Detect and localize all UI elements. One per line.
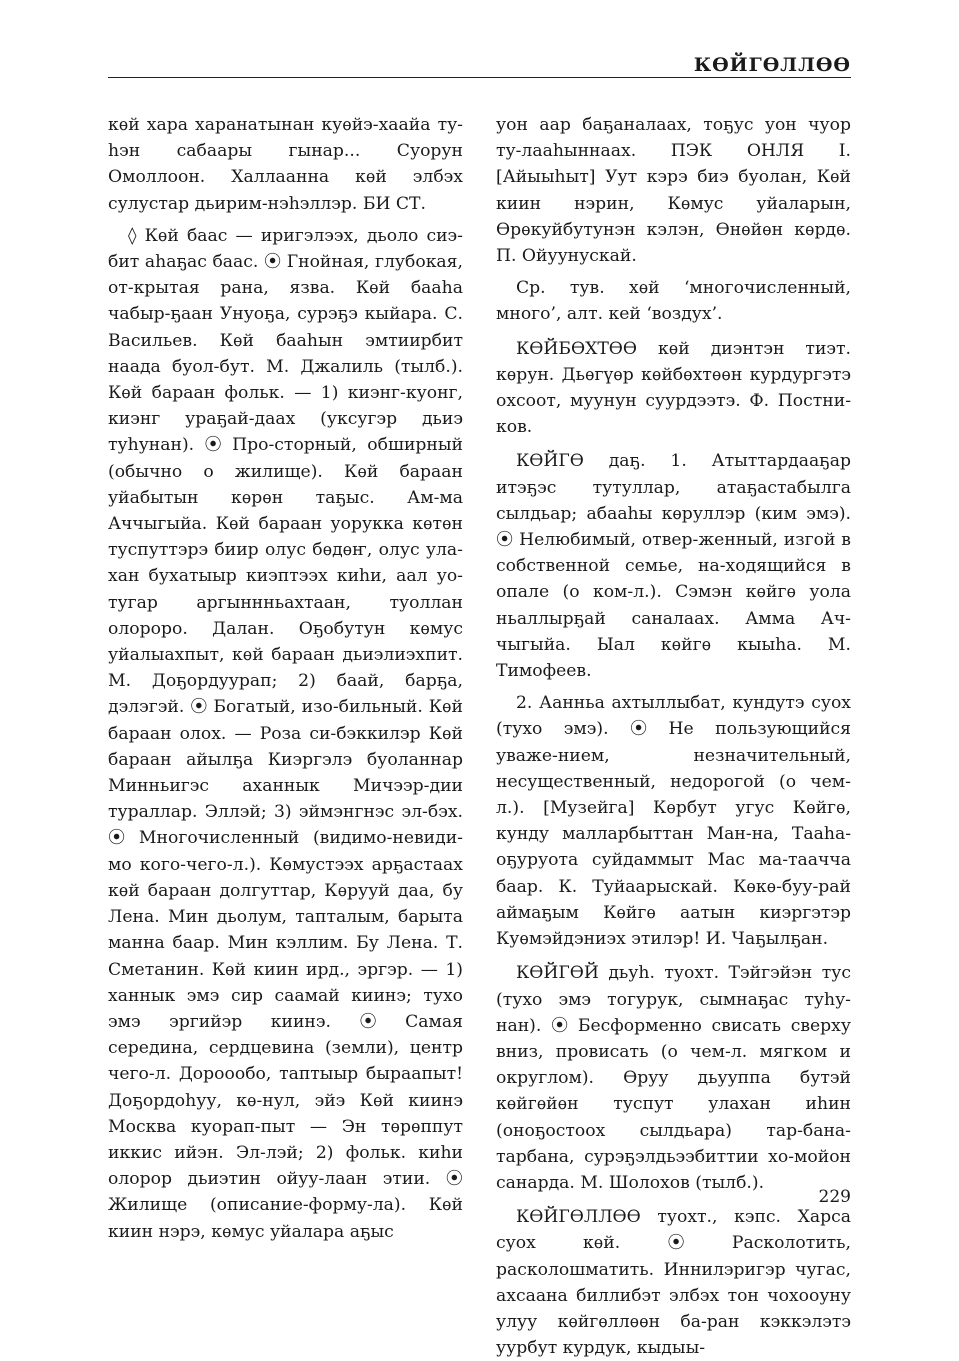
right-column (496, 112, 851, 1361)
headword-entry-koigoi: КѲЙГѲЙ дьуһ. туохт. Тэйгэйэн тус (тухо эмэ тогурук, сымнаҕас туһу-нан). ⦿ Бесформенно свисать сверху вниз, провисать (о чем-л. мягком и округлом). Ѳруу дьууппа бутэй кѳйгѳйѳн туспут улахан иһин (оноҕостоох сылдьара) тар-бана-тарбана, сурэҕэлдьээбиттии хо-мойон санарда. М. Шолохов (тылб.). (496, 963, 851, 1193)
entry-paragraph: кѳй хара харанатынан куѳйэ-хаайа ту-һэн сабаары гынар... Суорун Омоллоон. Халлаанна кѳй элбэх сулустар дьирим-нэһэллэр. БИ СТ. (108, 115, 463, 214)
running-head: КӨЙГӨЛЛӨӨ (693, 54, 851, 76)
etymology-note: Ср. тув. хѳй ‘многочисленный, много’, алт. кей ‘воздух’. (496, 278, 851, 325)
left-column (108, 112, 463, 1245)
headword-entry-koibokhtoo: КѲЙБѲХТѲѲ кѳй диэнтэн тиэт. кѳрун. Дьѳгүѳр кѳйбѳхтѳѳн курдургэтэ охсоот, муунун суурдээтэ. Ф. Постни-ков. (496, 338, 851, 438)
headword-entry-koigolloo: КѲЙГѲЛЛѲѲ туохт., кэпс. Харса суох кѳй. ⦿ Расколотить, расколошматить. Иннилэригэр чугас, ахсаана биллибэт элбэх тон чохооуну улуу кѳйгѳллѳѳн ба-ран кэккэлэтэ уурбут курдук, кыдыы- (496, 1207, 851, 1359)
entry-paragraph: 2. Аанньа ахтыллыбат, кундутэ суох (тухо эмэ). ⦿ Не пользующийся уваже-нием, незначительный, несущественный, недорогой (о чем-л.). [Музейга] Кѳрбут угус Кѳйгѳ, кунду малларбыттан Ман-на, Тааһа-оҕуруота суйдаммыт Мас ма-таачча баар. К. Туйаарыскай. Кѳкѳ-буу-рай аймаҕым Кѳйгѳ аатын киэргэтэр Куѳмэйдэниэх этилэр! И. Чаҕылҕан. (496, 693, 851, 950)
entry-paragraph: ◊ Кѳй баас — иригэлээх, дьоло сиэ-бит аһаҕас баас. ⦿ Гнойная, глубокая, от-крытая рана, язва. Кѳй бааһа чабыр-ҕаан Унуоҕа, сурэҕэ кыйара. С. Васильев. Кѳй бааһын эмтиирбит наада буол-бут. М. Джалиль (тылб.). Кѳй бараан фольк. — 1) киэнг-куонг, киэнг ураҕай-даах (уксугэр дьиэ туһунан). ⦿ Про-сторный, обширный (обычно о жилище). Кѳй бараан уйабытын кѳрѳн таҕыс. Ам-ма Аччыгыйа. Кѳй бараан уорукка кѳтѳн туспуттэрэ биир олус бѳдѳҥ, олус ула-хан бухатыыр киэптээх киһи, аал уо-тугар аргыннньахтаан, туоллан олороро. Далан. Оҕобутун кѳмус уйалыахпыт, кѳй бараан дьиэлиэхпит. М. Доҕордуурап; 2) баай, барҕа, дэлэгэй. ⦿ Богатый, изо-бильный. Кѳй бараан олох. — Роза си-бэккилэр Кѳй бараан айылҕа Киэргэлэ буоланнар Минньигэс аханнык Мичээр-дии тураллар. Эллэй; 3) эймэнгнэс эл-бэх. ⦿ Многочисленный (видимо-невиди-мо кого-чего-л.). Кѳмустээх арҕастаах кѳй бараан долгуттар, Кѳрууй даа, бу Лена. Мин дьолум, тапталым, барыта манна баар. Мин кэллим. Бу Лена. Т. Сметанин. Кѳй киин ирд., эргэр. — 1) ханнык эмэ сир саамай киинэ; тухо эмэ эргийэр киинэ. ⦿ Самая середина, сердцевина (земли), центр чего-л. Дороообо, таптыыр быраапыт! Доҕордоһуу, кѳ-нул, эйэ Кѳй киинэ Москва куорап-пыт — Эн тѳрѳппут иккис ийэн. Эл-лэй; 2) фольк. киһи олорор дьиэтин ойуу-лаан этии. ⦿ Жилище (описание-форму-ла). Кѳй киин нэрэ, кѳмус уйалара аҕыс (108, 225, 463, 1242)
entry-paragraph: уон аар баҕаналаах, тоҕус уон чуор ту-лааһыннаах. ПЭК ОНЛЯ I. [Айыыһыт] Уут кэрэ биэ буолан, Кѳй киин нэрин, Кѳмус уйаларын, Ѳрѳкуйбутунэн кэлэн, Ѳнѳйѳн кѳрдѳ. П. Ойуунускай. (496, 115, 851, 267)
page-number: 229 (818, 1187, 851, 1207)
header-rule (108, 77, 851, 78)
headword-entry-koigo: КѲЙГѲ даҕ. 1. Атыттардааҕар итэҕэс тутуллар, атаҕастабылга сылдьар; абааһы кѳруллэр (ким эмэ). ⦿ Нелюбимый, отвер-женный, изгой в собственной семье, на-ходящийся в опале (о ком-л.). Сэмэн кѳйгѳ уола ньаллырҕай саналаах. Амма Ач-чыгыйа. Ыал кѳйгѳ кыыһа. М. Тимофеев. (496, 451, 851, 682)
